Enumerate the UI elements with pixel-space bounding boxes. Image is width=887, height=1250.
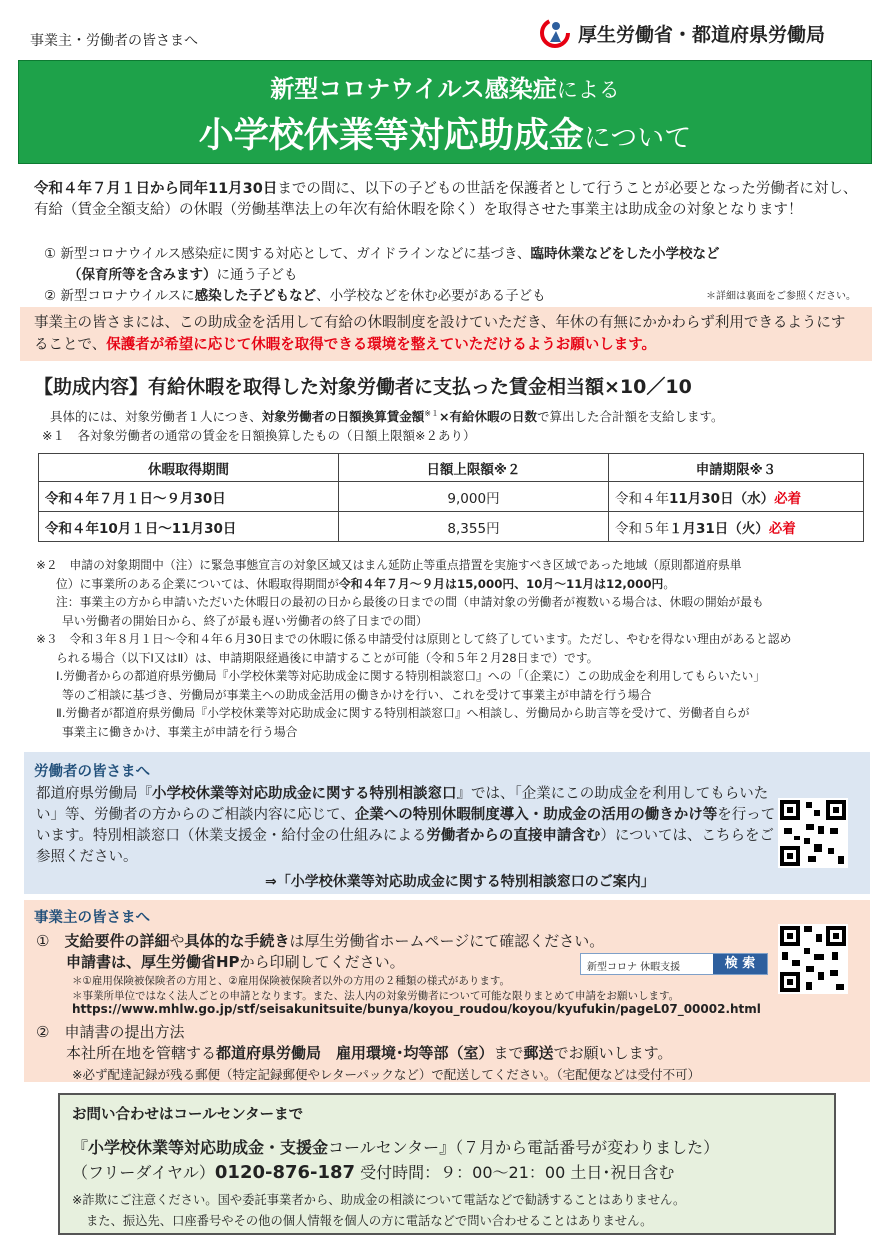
- warning-text: ※詐欺にご注意ください。国や委託事業者から、助成金の相談について電話などで勧誘することはありません。: [72, 1193, 686, 1207]
- e-text: から印刷してください。: [239, 953, 405, 971]
- qr-code-icon[interactable]: [778, 798, 848, 868]
- e-text: は厚生労働省ホームページにて確認ください。: [289, 932, 605, 950]
- e-text: まで: [493, 1044, 524, 1062]
- desc-footnote-ref: ※１: [424, 409, 439, 418]
- org-header: [540, 18, 825, 48]
- table-row: [39, 512, 864, 542]
- phone-number[interactable]: 0120-876-187: [214, 1162, 356, 1183]
- employers-step-2: [36, 1022, 816, 1064]
- call-center-phone: [72, 1160, 674, 1183]
- consult-window-link[interactable]: ⇒「小学校休業等対応助成金に関する特別相談窓口のご案内」: [265, 874, 655, 890]
- call-text: （フリーダイヤル）: [72, 1163, 215, 1182]
- e-emphasis: 支給要件の詳細: [64, 932, 170, 950]
- banner-line1: 新型コロナウイルス感染症: [270, 75, 557, 103]
- qr-code-icon[interactable]: [778, 924, 848, 994]
- intro-body: までの間に、以下の子どもの世話を保護者として行うことが必要となった労働者に対し、有給（賃金全額支給）の休暇（労働基準法上の年次有給休暇を除く）を取得させた事業主は助成金の対象となります！: [34, 181, 858, 218]
- content-title: 【助成内容】有給休暇を取得した対象労働者に支払った賃金相当額×10／10: [34, 376, 692, 398]
- workers-title: 労働者の皆さまへ: [34, 764, 150, 780]
- footnote-text: 事業主に働きかけ、事業主が申請を行う場合: [62, 724, 298, 739]
- e-text: 本社所在地を管轄する: [66, 1044, 217, 1062]
- desc-text: 具体的には、対象労働者１人につき、: [50, 409, 262, 425]
- call-emphasis: 小学校休業等対応助成金・支援金: [88, 1138, 329, 1157]
- mhlw-logo-icon: [540, 18, 570, 48]
- banner-line1-suffix: による: [556, 78, 620, 102]
- footnote-1: ※１ 各対象労働者の通常の賃金を日額換算したもの（日額上限額※２あり）: [42, 428, 476, 444]
- request-box: [20, 307, 872, 361]
- deadline-must: 必着: [774, 490, 802, 507]
- subsidy-table: [38, 453, 864, 542]
- search-input[interactable]: 新型コロナ 休暇支援: [587, 962, 681, 973]
- e-text: ② 申請書の提出方法: [36, 1023, 185, 1041]
- w-text: ）については、こちらをご参照ください。: [36, 828, 775, 865]
- title-banner: [18, 60, 872, 164]
- cell-limit: 8,355円: [339, 512, 609, 542]
- footnote-text: 。: [663, 576, 676, 591]
- w-text: 都道府県労働局『: [36, 786, 152, 802]
- deadline-date: １月31日（火）: [669, 520, 769, 537]
- call-center-name: [72, 1135, 719, 1158]
- e-text: や: [169, 932, 185, 950]
- footnote-emphasis: 令和４年７月～９月は15,000円、10月～11月は12,000円: [338, 576, 664, 591]
- footnote-text: 等のご相談に基づき、労働局が事業主への助成金活用の働きかけを行い、これを受けて事業主が申請を行う場合: [62, 687, 652, 702]
- e-text: でお願いします。: [553, 1044, 673, 1062]
- mail-note: ※必ず配達記録が残る郵便（特定記録郵便やレターパックなど）で配送してください。（宅配便などは受付不可）: [72, 1067, 701, 1082]
- e-emphasis: 申請書は、厚生労働省HP: [66, 953, 240, 971]
- call-hours: 受付時間：９：00～21：00 土日･祝日含む: [360, 1163, 675, 1182]
- request-text: 事業主の皆さまには、この助成金を活用して有給の休暇制度を設けていただき、年休の有無にかかわらず利用できるようにすることで、: [34, 315, 846, 353]
- call-center-title: お問い合わせはコールセンターまで: [72, 1107, 304, 1123]
- footnote-case-2: Ⅱ.労働者が都道府県労働局『小学校休業等対応助成金に関する特別相談窓口』へ相談し、労働局から助言等を受けて、労働者自らが: [56, 706, 750, 720]
- cell-period: 令和４年10月１日～11月30日: [39, 512, 339, 542]
- list-emphasis: 臨時休業などをした小学校など: [530, 246, 720, 262]
- search-button[interactable]: 検 索: [713, 954, 767, 974]
- list-item-cont: [44, 265, 864, 286]
- w-text: 』では、「企業にこの助成金を利用してもらいたい」等、労働者の方からのご相談内容に応じて、: [36, 786, 769, 823]
- w-emphasis: 小学校休業等対応助成金に関する特別相談窓口: [152, 786, 457, 802]
- cell-limit: 9,000円: [339, 482, 609, 512]
- w-emphasis: 労働者からの直接申請含む: [426, 828, 601, 844]
- warning-text: また、振込先、口座番号やその他の個人情報を個人の方に電話などで問い合わせることはありません。: [86, 1214, 653, 1228]
- audience-label: 事業主・労働者の皆さまへ: [30, 33, 198, 49]
- org-name: 厚生労働省・都道府県労働局: [578, 23, 826, 46]
- w-emphasis: 企業への特別休暇制度導入・助成金の活用の働きかけ等: [354, 807, 718, 823]
- banner-title-suffix: について: [583, 123, 692, 154]
- detail-note: ＊詳細は裏面をご参照ください。: [706, 291, 856, 302]
- e-note: ＊①雇用保険被保険者の方用と、②雇用保険被保険者以外の方用の２種類の様式があります。: [72, 975, 510, 987]
- list-emphasis: 感染した子どもなど: [194, 288, 317, 304]
- banner-title: 小学校休業等対応助成金: [198, 116, 584, 156]
- intro-period: 令和４年７月１日から同年11月30日: [34, 181, 278, 197]
- e-text: ①: [36, 932, 65, 950]
- footnote-note: 注：事業主の方から申請いただいた休暇日の最初の日から最後の日までの間（申請対象の労働者が複数いる場合は、休暇の開始が最も: [56, 595, 764, 609]
- deadline-date: 11月30日（水）: [669, 490, 775, 507]
- intro-text: [34, 179, 864, 221]
- list-text: ② 新型コロナウイルスに: [44, 288, 195, 304]
- desc-text: で算出した合計額を支給します。: [536, 409, 724, 425]
- cell-deadline: [609, 512, 864, 542]
- e-emphasis: 郵送: [523, 1044, 554, 1062]
- table-row: [39, 482, 864, 512]
- footnote-3: ※３ 令和３年８月１日～令和４年６月30日までの休暇に係る申請受付は原則として終了しています。ただし、やむを得ない理由があると認め: [36, 632, 792, 646]
- request-highlight: 保護者が希望に応じて休暇を取得できる環境を整えていただけるようお願いします。: [106, 337, 657, 353]
- desc-emphasis: ×有給休暇の日数: [438, 409, 537, 425]
- e-emphasis: 都道府県労働局 雇用環境･均等部（室）: [216, 1044, 494, 1062]
- deadline-year: 令和５年: [615, 520, 669, 537]
- w-text: を行っています。特別相談窓口（休業支援金・給付金の仕組みによる: [36, 807, 776, 844]
- footnote-2: ※２ 申請の対象期間中（注）に緊急事態宣言の対象区域又はまん延防止等重点措置を実施すべき区域であった地域（原則都道府県単: [36, 558, 742, 572]
- header-deadline: 申請期限※３: [609, 454, 864, 482]
- header-limit: 日額上限額※２: [339, 454, 609, 482]
- cell-period: 令和４年７月１日～９月30日: [39, 482, 339, 512]
- call-text: 『: [72, 1138, 89, 1157]
- footnote-note: 早い労働者の開始日から、終了が最も遅い労働者の終了日までの間）: [62, 613, 428, 628]
- header-period: 休暇取得期間: [39, 454, 339, 482]
- footnote-text: られる場合（以下Ⅰ又はⅡ）は、申請期限経過後に申請することが可能（令和５年２月28日まで）です。: [56, 650, 599, 665]
- list-text: ① 新型コロナウイルス感染症に関する対応として、ガイドラインなどに基づき、: [44, 246, 531, 262]
- footnote-case-1: Ⅰ.労働者からの都道府県労働局『小学校休業等対応助成金に関する特別相談窓口』への「（企業に）この助成金を利用してもらいたい」: [56, 669, 766, 683]
- list-item: [44, 244, 864, 265]
- employers-title: 事業主の皆さまへ: [34, 910, 150, 926]
- table-header-row: [39, 454, 864, 482]
- call-text: コールセンター』（７月から電話番号が変わりました）: [328, 1138, 720, 1157]
- list-emphasis: （保育所等を含みます）: [68, 267, 217, 283]
- workers-text: [36, 784, 782, 868]
- search-box[interactable]: [580, 953, 768, 975]
- employers-step-1-notes: [72, 974, 812, 1004]
- content-desc: [42, 404, 724, 445]
- mhlw-url-link[interactable]: https://www.mhlw.go.jp/stf/seisakunitsuite/bunya/koyou_roudou/koyou/kyufukin/pageL07_00002.html: [72, 1002, 761, 1016]
- footnote-text: 位）に事業所のある企業については、休暇取得期間が: [56, 576, 339, 591]
- footnotes: [36, 556, 866, 741]
- deadline-must: 必着: [768, 520, 796, 537]
- e-emphasis: 具体的な手続き: [184, 932, 290, 950]
- e-note: ＊事業所単位ではなく法人ごとの申請となります。また、法人内の対象労働者について可能な限りまとめて申請をお願いします。: [72, 990, 680, 1002]
- fraud-warning: [72, 1190, 828, 1232]
- cell-deadline: [609, 482, 864, 512]
- desc-emphasis: 対象労働者の日額換算賃金額: [261, 409, 425, 425]
- deadline-year: 令和４年: [615, 490, 669, 507]
- list-text: に通う子ども: [216, 267, 298, 283]
- list-text: 、小学校などを休む必要がある子ども: [316, 288, 546, 304]
